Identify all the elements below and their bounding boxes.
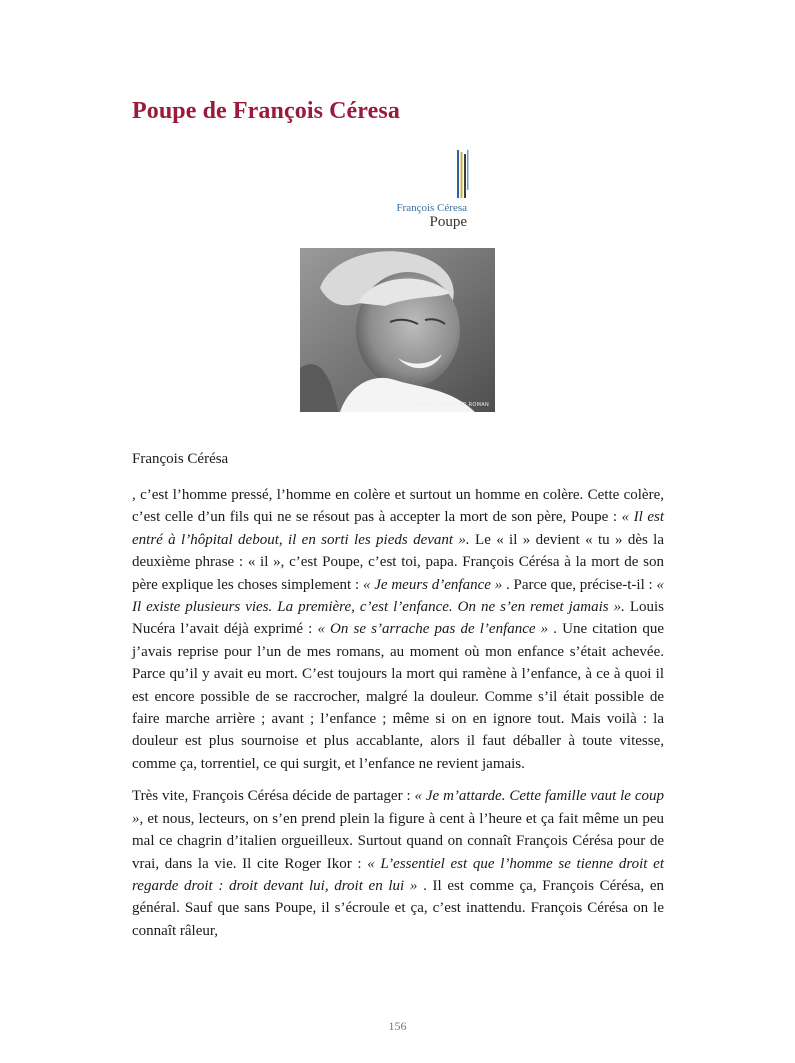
article-title: Poupe de François Céresa: [132, 98, 400, 124]
author-byline: François Cérésa: [132, 451, 229, 467]
cover-portrait-photo: [300, 248, 495, 412]
page-number: 156: [388, 1019, 407, 1033]
cover-publisher: EDITIONS DU ROCHER ROMAN: [405, 402, 489, 408]
portrait-illustration: [300, 248, 495, 412]
paragraph-1: , c’est l’homme pressé, l’homme en colère et surtout un homme en colère. Cette colère, c’est celle d’un fils qui ne se résout pas à accepter la mort de son père, Poupe : « Il est entré à l’hôpital debout, il en sorti les pieds devant ». Le « il » devient « tu » dès la deuxième phrase : « il », c’est Poupe, c’est toi, papa. François Cérésa à la mort de son père explique les choses simplement : « Je meurs d’enfance » . Parce que, précise-t-il : « Il existe plusieurs vies. La première, c’est l’enfance. On ne s’en remet jamais ». Louis Nucéra l’avait déjà exprimé : « On se s’arrache pas de l’enfance » . Une citation que j’avais reprise pour l’un de mes romans, au moment où mon enfance s’était achevée. Parce qu’il y avait eu mort. C’est toujours la mort qui ramène à l’enfance, à ce à quoi il est encore possible de se raccrocher, malgré la douleur. Comme s’il était possible de faire marche arrière ; avant ; l’enfance ; même si on en ignore tout. Mais voilà : la douleur est plus sournoise et plus accablante, alors il faut déballer à toute vitesse, comme ça, torrentiel, ce qui surgit, et l’enfance ne revient jamais.: [132, 487, 665, 772]
cover-title: Poupe: [429, 214, 467, 230]
cover-author: François Céresa: [396, 202, 467, 214]
cover-stripes-graphic: [457, 150, 469, 198]
paragraph-2: Très vite, François Cérésa décide de partager : « Je m’attarde. Cette famille vaut le coup », et nous, lecteurs, on s’en prend plein la figure à cent à l’heure et ça fait même un peu mal ce chagrin d’italien orgueilleux. Surtout quand on connaît François Cérésa pour de vrai, dans la vie. Il cite Roger Ikor : « L’essentiel est que l’homme se tienne droit et regarde droit : droit devant lui, droit en lui » . Il est comme ça, François Cérésa, en général. Sauf que sans Poupe, il s’écroule et ça, c’est inattendu. François Cérésa on le connaît râleur,: [132, 788, 665, 939]
article-body: [132, 484, 664, 952]
book-cover-image: [300, 150, 495, 412]
